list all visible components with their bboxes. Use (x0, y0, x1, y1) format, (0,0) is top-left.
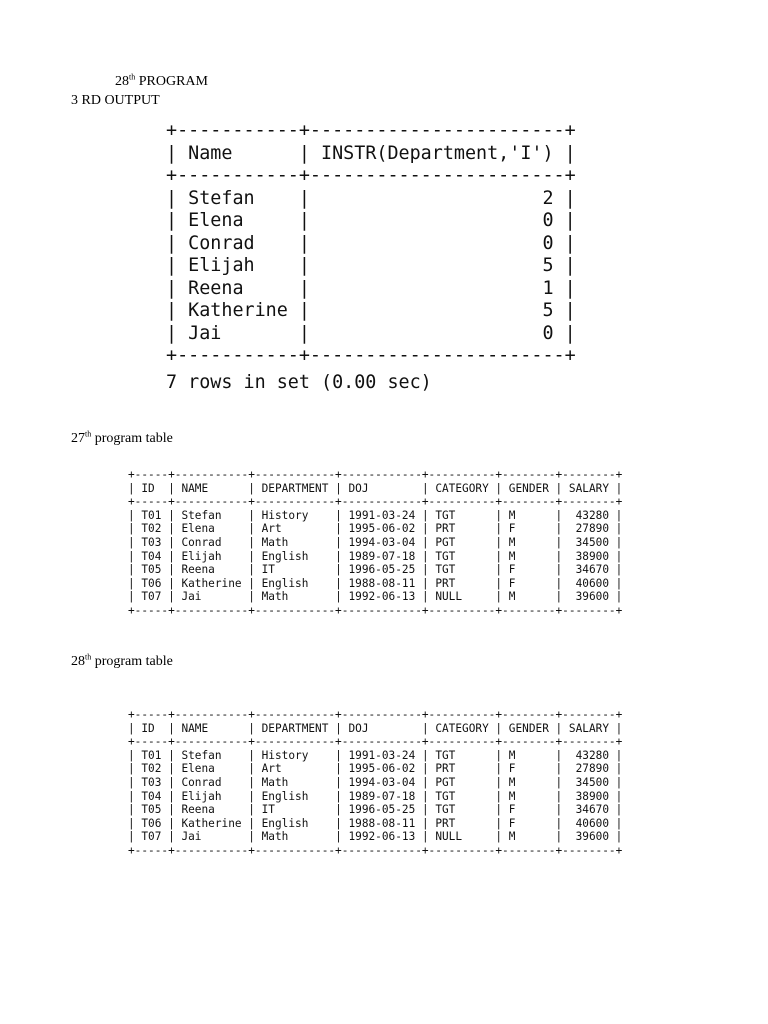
table-border: +-----+-----------+------------+------------+----------+--------+--------+ (128, 843, 623, 857)
program-27-table-label (71, 431, 173, 447)
table-cell: Stefan (181, 748, 242, 762)
table-cell: PRT (435, 522, 489, 536)
table-cell: Elijah (181, 789, 242, 803)
table-cell: 1992-06-13 (348, 590, 416, 604)
table-cell: M (508, 789, 549, 803)
table-cell: TGT (435, 563, 489, 577)
table-cell: T07 (141, 590, 162, 604)
column-header: DEPARTMENT (261, 481, 329, 495)
table-cell: 1994-03-04 (348, 775, 416, 789)
table-cell: History (261, 748, 329, 762)
table-cell: Jai (188, 322, 288, 344)
column-header: ID (141, 721, 162, 735)
table-border: +-----------+-----------------------+ (166, 165, 576, 186)
table-cell: Jai (181, 590, 242, 604)
table-row: | T07 | Jai | Math | 1992-06-13 | NULL | M | 39600 | (128, 590, 623, 604)
table-cell: 1996-05-25 (348, 563, 416, 577)
table-cell: 40600 (568, 576, 609, 590)
table-row: | T02 | Elena | Art | 1995-06-02 | PRT | F | 27890 | (128, 762, 623, 776)
output-subtitle: 3 RD OUTPUT (71, 93, 160, 108)
table-cell: M (508, 775, 549, 789)
table-cell: T02 (141, 522, 162, 536)
table-cell: T04 (141, 549, 162, 563)
table-cell: 5 (321, 255, 554, 276)
table-row: | Jai | 0 | (166, 322, 576, 344)
table-cell: NULL (435, 590, 489, 604)
table-border: +-----+-----------+------------+------------+----------+--------+--------+ (128, 735, 623, 749)
table-cell: M (508, 748, 549, 762)
label27-number: 27 (71, 431, 85, 446)
table-cell: 1991-03-24 (348, 748, 416, 762)
table-cell: 1989-07-18 (348, 789, 416, 803)
table-cell: Conrad (181, 775, 242, 789)
table-cell: Elijah (181, 549, 242, 563)
table-cell: F (508, 522, 549, 536)
table-cell: Stefan (181, 508, 242, 522)
table-cell: 27890 (568, 762, 609, 776)
table-cell: 0 (321, 210, 554, 231)
table-cell: Katherine (181, 576, 242, 590)
table-cell: TGT (435, 508, 489, 522)
table-cell: Math (261, 590, 329, 604)
table-cell: 34670 (568, 563, 609, 577)
title-number: 28 (115, 74, 129, 89)
table-border: +-----+-----------+------------+------------+----------+--------+--------+ (128, 708, 623, 721)
table-cell: 1 (321, 277, 554, 299)
table-cell: Math (261, 775, 329, 789)
employee-table-28 (128, 708, 622, 858)
label28-ordinal-suffix: th (85, 652, 92, 662)
table-cell: PRT (435, 816, 489, 830)
table-cell: T02 (141, 762, 162, 776)
table-cell: TGT (435, 789, 489, 803)
label27-text: program table (91, 431, 173, 446)
table-cell: F (508, 762, 549, 776)
table-cell: T05 (141, 803, 162, 817)
column-header: GENDER (508, 481, 549, 495)
table-cell: PGT (435, 535, 489, 549)
table-cell: T07 (141, 830, 162, 844)
table-row: | Reena | 1 | (166, 277, 576, 299)
table-cell: 43280 (568, 748, 609, 762)
table-cell: Elena (188, 210, 288, 231)
table-cell: F (508, 576, 549, 590)
table-cell: 27890 (568, 522, 609, 536)
table-cell: Conrad (188, 232, 288, 254)
table-cell: M (508, 590, 549, 604)
table-cell: English (261, 789, 329, 803)
table-cell: 39600 (568, 590, 609, 604)
table-cell: Art (261, 522, 329, 536)
table-row: | T03 | Conrad | Math | 1994-03-04 | PGT | M | 34500 | (128, 775, 623, 789)
table-cell: Art (261, 762, 329, 776)
query-output (166, 120, 576, 394)
table-cell: 1992-06-13 (348, 830, 416, 844)
table-row: | T06 | Katherine | English | 1988-08-11 | PRT | F | 40600 | (128, 576, 623, 590)
column-header: SALARY (568, 721, 609, 735)
table-cell: 1995-06-02 (348, 762, 416, 776)
table-cell: 5 (321, 300, 554, 321)
table-row: | Conrad | 0 | (166, 232, 576, 254)
column-header: DOJ (348, 721, 416, 735)
table-cell: 34500 (568, 535, 609, 549)
table-row: | Katherine | 5 | (166, 300, 576, 321)
table-header-row: | ID | NAME | DEPARTMENT | DOJ | CATEGORY | GENDER | SALARY | (128, 481, 623, 495)
column-header: DEPARTMENT (261, 721, 329, 735)
table-cell: Math (261, 830, 329, 844)
table-cell: 1988-08-11 (348, 816, 416, 830)
column-header: CATEGORY (435, 481, 489, 495)
table-cell: Reena (181, 803, 242, 817)
table-cell: Elijah (188, 255, 288, 276)
table-cell: M (508, 535, 549, 549)
table-row: | T03 | Conrad | Math | 1994-03-04 | PGT | M | 34500 | (128, 535, 623, 549)
table-cell: 34500 (568, 775, 609, 789)
label28-number: 28 (71, 654, 85, 669)
table-cell: Katherine (188, 300, 288, 321)
table-cell: 0 (321, 232, 554, 254)
table-cell: 39600 (568, 830, 609, 844)
column-header: DOJ (348, 481, 416, 495)
table-cell: 2 (321, 187, 554, 209)
table-row: | T04 | Elijah | English | 1989-07-18 | TGT | M | 38900 | (128, 549, 623, 563)
column-header: CATEGORY (435, 721, 489, 735)
column-header: NAME (181, 721, 242, 735)
instr-result-table (166, 120, 576, 368)
table-cell: T04 (141, 789, 162, 803)
table-row: | Stefan | 2 | (166, 187, 576, 209)
table-cell: Reena (188, 277, 288, 299)
table-border: +-----+-----------+------------+------------+----------+--------+--------+ (128, 495, 623, 509)
table-cell: PRT (435, 576, 489, 590)
table-cell: English (261, 816, 329, 830)
table-cell: F (508, 816, 549, 830)
column-header: INSTR(Department,'I') (321, 142, 554, 164)
table-cell: 38900 (568, 789, 609, 803)
program-28-table-label (71, 654, 173, 670)
table-cell: 40600 (568, 816, 609, 830)
table-row: | T04 | Elijah | English | 1989-07-18 | TGT | M | 38900 | (128, 789, 623, 803)
table-header-row: | ID | NAME | DEPARTMENT | DOJ | CATEGORY | GENDER | SALARY | (128, 721, 623, 735)
table-cell: T03 (141, 535, 162, 549)
title-ordinal-suffix: th (129, 72, 136, 82)
table-row: | T01 | Stefan | History | 1991-03-24 | TGT | M | 43280 | (128, 508, 623, 522)
table-cell: TGT (435, 748, 489, 762)
table-row: | Elena | 0 | (166, 210, 576, 231)
table-cell: Jai (181, 830, 242, 844)
table-row: | Elijah | 5 | (166, 255, 576, 276)
table-cell: 43280 (568, 508, 609, 522)
title-text: PROGRAM (135, 74, 208, 89)
table-cell: T06 (141, 576, 162, 590)
table-cell: T03 (141, 775, 162, 789)
table-cell: English (261, 576, 329, 590)
table-cell: T06 (141, 816, 162, 830)
table-cell: Conrad (181, 535, 242, 549)
table-cell: T05 (141, 563, 162, 577)
table-border: +-----------+-----------------------+ (166, 120, 576, 141)
table-cell: TGT (435, 803, 489, 817)
employee-table-27 (128, 468, 622, 618)
table-cell: 1989-07-18 (348, 549, 416, 563)
table-cell: PRT (435, 762, 489, 776)
table-cell: T01 (141, 508, 162, 522)
page-title (115, 74, 208, 90)
table-row: | T02 | Elena | Art | 1995-06-02 | PRT | F | 27890 | (128, 522, 623, 536)
table-cell: F (508, 563, 549, 577)
table-cell: Elena (181, 522, 242, 536)
table-cell: 1996-05-25 (348, 803, 416, 817)
column-header: Name (188, 142, 288, 164)
table-cell: NULL (435, 830, 489, 844)
table-cell: Math (261, 535, 329, 549)
table-border: +-----+-----------+------------+------------+----------+--------+--------+ (128, 468, 623, 481)
table-cell: Stefan (188, 187, 288, 209)
label28-text: program table (91, 654, 173, 669)
table-cell: M (508, 830, 549, 844)
rows-in-set-footer: 7 rows in set (0.00 sec) (166, 371, 432, 393)
table-row: | T05 | Reena | IT | 1996-05-25 | TGT | F | 34670 | (128, 803, 623, 817)
table-row: | T01 | Stefan | History | 1991-03-24 | TGT | M | 43280 | (128, 748, 623, 762)
table-cell: M (508, 549, 549, 563)
table-cell: Reena (181, 563, 242, 577)
table-cell: 1991-03-24 (348, 508, 416, 522)
column-header: NAME (181, 481, 242, 495)
label27-ordinal-suffix: th (85, 429, 92, 439)
table-cell: 1988-08-11 (348, 576, 416, 590)
table-cell: M (508, 508, 549, 522)
table-cell: English (261, 549, 329, 563)
table-cell: 34670 (568, 803, 609, 817)
table-row: | T07 | Jai | Math | 1992-06-13 | NULL | M | 39600 | (128, 830, 623, 844)
column-header: ID (141, 481, 162, 495)
table-row: | T05 | Reena | IT | 1996-05-25 | TGT | F | 34670 | (128, 563, 623, 577)
table-border: +-----------+-----------------------+ (166, 345, 576, 366)
table-cell: Elena (181, 762, 242, 776)
table-cell: TGT (435, 549, 489, 563)
table-cell: 0 (321, 322, 554, 344)
table-row: | T06 | Katherine | English | 1988-08-11 | PRT | F | 40600 | (128, 816, 623, 830)
table-cell: 38900 (568, 549, 609, 563)
table-cell: IT (261, 563, 329, 577)
table-cell: T01 (141, 748, 162, 762)
column-header: GENDER (508, 721, 549, 735)
table-cell: Katherine (181, 816, 242, 830)
table-cell: F (508, 803, 549, 817)
table-cell: IT (261, 803, 329, 817)
table-cell: History (261, 508, 329, 522)
table-header-row: | Name | INSTR(Department,'I') | (166, 142, 576, 164)
table-cell: PGT (435, 775, 489, 789)
table-cell: 1994-03-04 (348, 535, 416, 549)
table-cell: 1995-06-02 (348, 522, 416, 536)
table-border: +-----+-----------+------------+------------+----------+--------+--------+ (128, 603, 623, 617)
column-header: SALARY (568, 481, 609, 495)
